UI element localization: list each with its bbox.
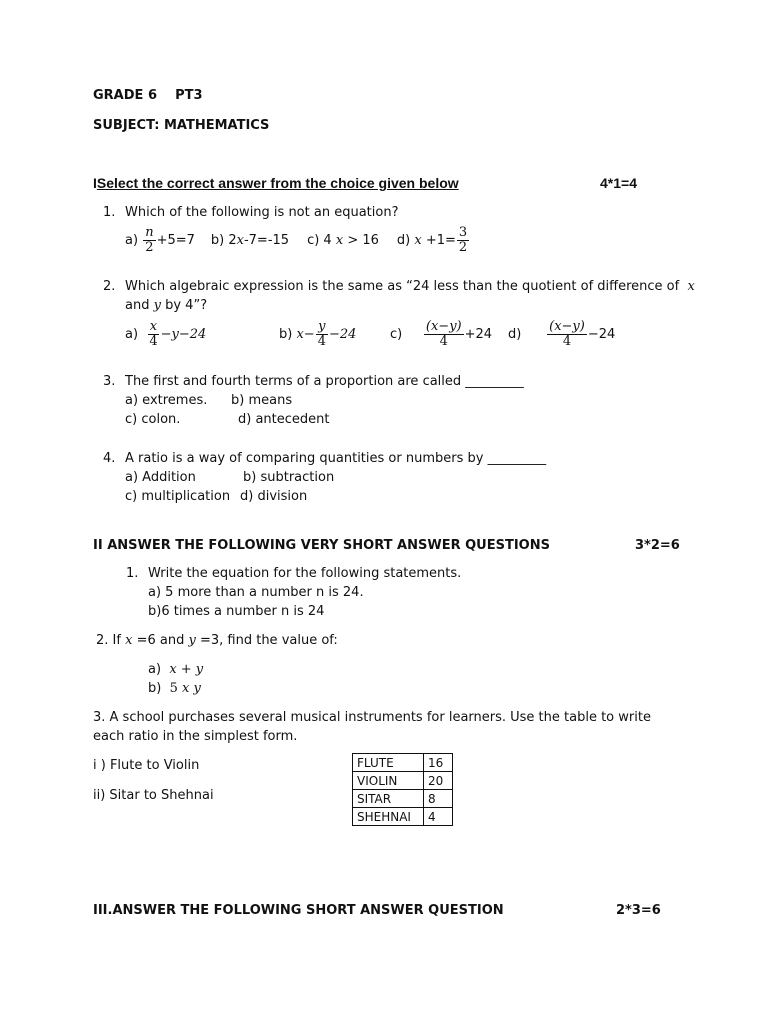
s2-q3-line2: each ratio in the simplest form.	[93, 729, 298, 744]
q3-opt-b: b) means	[231, 393, 293, 408]
table-cell-count: 20	[424, 772, 453, 790]
table-row	[353, 790, 453, 808]
q3-opt-a: a) extremes.	[125, 393, 208, 408]
q1-opt-a-rest: +5=7	[156, 232, 195, 248]
table-row	[353, 754, 453, 772]
q4-opt-b: b) subtraction	[243, 470, 335, 485]
q2-number: 2.	[103, 279, 116, 294]
table-cell-count: 8	[424, 790, 453, 808]
table-cell-name: SHEHNAI	[353, 808, 424, 826]
q1-options: a) $\frac{n}{2}$ +5=7 b) 2 x -7=-15 c) 4 x > 16 d) x +1= $\frac{3}{2}$	[125, 224, 468, 255]
s2-q1-number: 1.	[126, 566, 139, 581]
q1-text: Which of the following is not an equation?	[125, 205, 399, 220]
table-row	[353, 772, 453, 790]
section3-marks: 2*3=6	[616, 903, 661, 918]
q2-opt-b: b) x− $\frac{y}{4}$ −24	[279, 318, 357, 349]
grade-label	[93, 88, 203, 103]
q1-number: 1.	[103, 205, 116, 220]
s2-q2-text: 2. If x =6 and y =3, find the value of:	[96, 633, 338, 648]
table-row	[353, 808, 453, 826]
section2-marks: 3*2=6	[635, 538, 680, 553]
q4-text: A ratio is a way of comparing quantities or numbers by _________	[125, 451, 547, 466]
q4-opt-c: c) multiplication	[125, 489, 231, 504]
instrument-table	[352, 753, 453, 826]
q3-number: 3.	[103, 374, 116, 389]
q1-opt-d-fraction: $\frac{3}{2}$	[458, 224, 468, 255]
grade-text: GRADE 6	[93, 88, 157, 103]
q3-opt-c: c) colon.	[125, 412, 181, 427]
q1-opt-a-label: a)	[125, 232, 139, 248]
q4-number: 4.	[103, 451, 116, 466]
test-text: PT3	[175, 88, 203, 103]
s2-q3-i: i ) Flute to Violin	[93, 758, 200, 773]
section1-title-text: Select the correct answer from the choice given below	[96, 175, 459, 191]
s2-q1-text: Write the equation for the following statements.	[148, 566, 462, 581]
q1-opt-d-label: d)	[396, 232, 411, 248]
table-cell-name: SITAR	[353, 790, 424, 808]
s2-q2-a: a) x + y	[148, 662, 204, 677]
table-cell-name: FLUTE	[353, 754, 424, 772]
s2-q3-ii: ii) Sitar to Shehnai	[93, 788, 214, 803]
q2-opt-c: c) $\frac{(x-y)}{4}$ +24	[390, 318, 493, 349]
q3-text: The first and fourth terms of a proportion are called _________	[125, 374, 524, 389]
q2-opt-a: a) $\frac{x}{4}$ −y−24	[125, 318, 207, 349]
subject-label: SUBJECT: MATHEMATICS	[93, 118, 270, 133]
table-cell-name: VIOLIN	[353, 772, 424, 790]
q2-opt-d: d) $\frac{(x-y)}{4}$ −24	[508, 318, 616, 349]
q3-opt-d: d) antecedent	[238, 412, 330, 427]
q1-opt-c-label: c) 4	[307, 232, 332, 248]
section3-title: III.ANSWER THE FOLLOWING SHORT ANSWER QUESTION	[93, 903, 504, 918]
section1-marks: 4*1=4	[600, 175, 637, 191]
q1-opt-b-label: b) 2	[210, 232, 237, 248]
q1-opt-a-fraction: $\frac{n}{2}$	[145, 224, 154, 255]
s2-q3-line1: 3. A school purchases several musical instruments for learners. Use the table to write	[93, 710, 651, 725]
q4-opt-d: d) division	[240, 489, 308, 504]
s2-q2-b: b) 5 x y	[148, 681, 201, 696]
q4-opt-a: a) Addition	[125, 470, 196, 485]
s2-q1-b: b)6 times a number n is 24	[148, 604, 325, 619]
table-cell-count: 4	[424, 808, 453, 826]
section2-title: II ANSWER THE FOLLOWING VERY SHORT ANSWER QUESTIONS	[93, 538, 550, 553]
section1-roman: I	[93, 175, 97, 191]
q2-line2: and y by 4”?	[125, 298, 208, 313]
section1-title	[93, 175, 459, 191]
q2-line1: Which algebraic expression is the same as “24 less than the quotient of difference of x	[125, 279, 695, 294]
s2-q1-a: a) 5 more than a number n is 24.	[148, 585, 364, 600]
table-cell-count: 16	[424, 754, 453, 772]
